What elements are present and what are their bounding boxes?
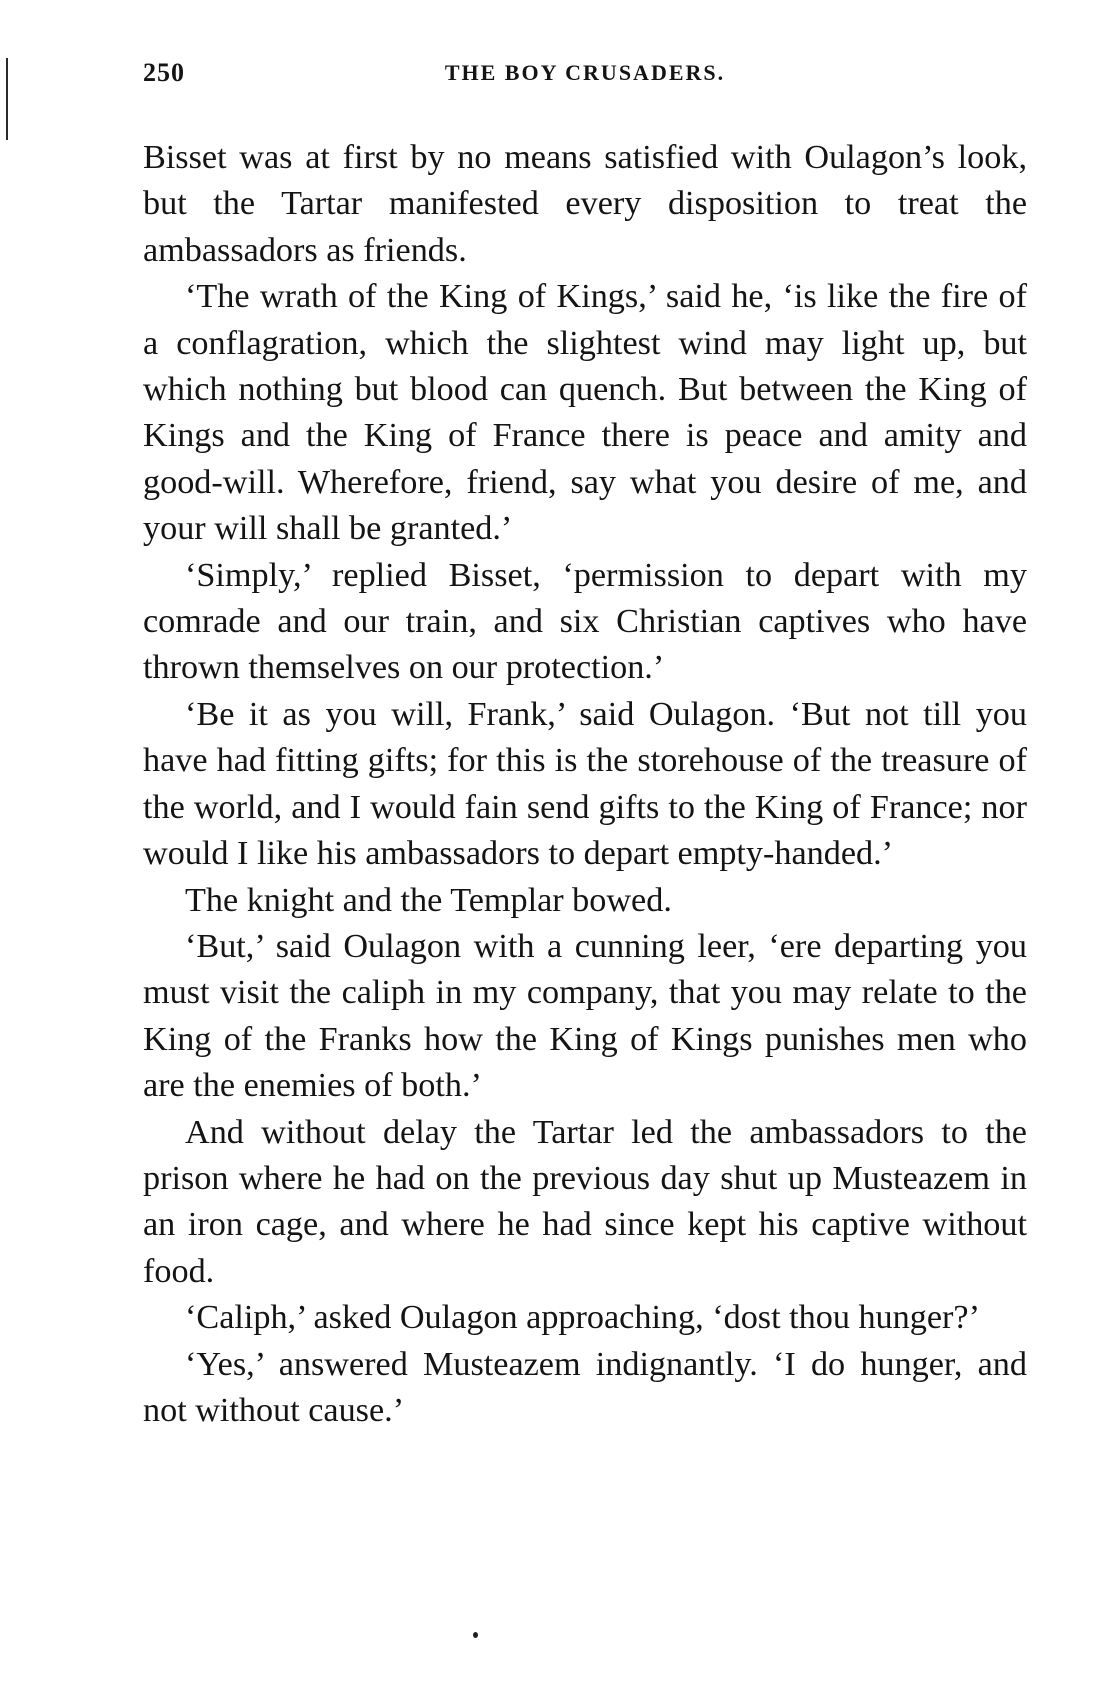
paragraph: Bisset was at first by no means satisfied with Oulagon’s look, but the Tartar manifested every disposition to treat the ambassadors as friends. <box>143 139 1027 269</box>
page-body <box>143 135 1027 1434</box>
ink-speck <box>473 1632 478 1638</box>
paragraph: ‘But,’ said Oulagon with a cunning leer, ‘ere departing you must visit the caliph in my company, that you may relate to the King of the Franks how the King of Kings punishes men who are the enemies of both.’ <box>143 927 1027 1105</box>
running-head <box>143 58 1027 98</box>
paragraph: And without delay the Tartar led the ambassadors to the prison where he had on the previous day shut up Musteazem in an iron cage, and where he had since kept his captive without food. <box>143 1113 1027 1290</box>
running-title: THE BOY CRUSADERS. <box>444 60 726 85</box>
paragraph: ‘Be it as you will, Frank,’ said Oulagon. ‘But not till you have had fitting gifts; for this is the storehouse of the treasure of the world, and I would fain send gifts to the King of France; nor would I like his ambassadors to depart empty-handed.’ <box>143 695 1027 873</box>
paragraph: The knight and the Templar bowed. <box>185 881 672 919</box>
paragraph: ‘Yes,’ answered Musteazem indignantly. ‘I do hunger, and not without cause.’ <box>143 1345 1027 1429</box>
paragraph: ‘Simply,’ replied Bisset, ‘permission to depart with my comrade and our train, and six Christian captives who have thrown themselves on our protection.’ <box>143 556 1027 687</box>
paragraph: ‘The wrath of the King of Kings,’ said he, ‘is like the fire of a conflagration, which the slightest wind may light up, but which nothing but blood can quench. But between the King of Kings and the King of France there is peace and amity and good-will. Wherefore, friend, say what you desire of me, and your will shall be granted.’ <box>143 278 1027 548</box>
page-edge-rule <box>6 58 8 140</box>
page-number: 250 <box>143 58 185 87</box>
paragraph: ‘Caliph,’ asked Oulagon approaching, ‘dost thou hunger?’ <box>185 1299 980 1337</box>
